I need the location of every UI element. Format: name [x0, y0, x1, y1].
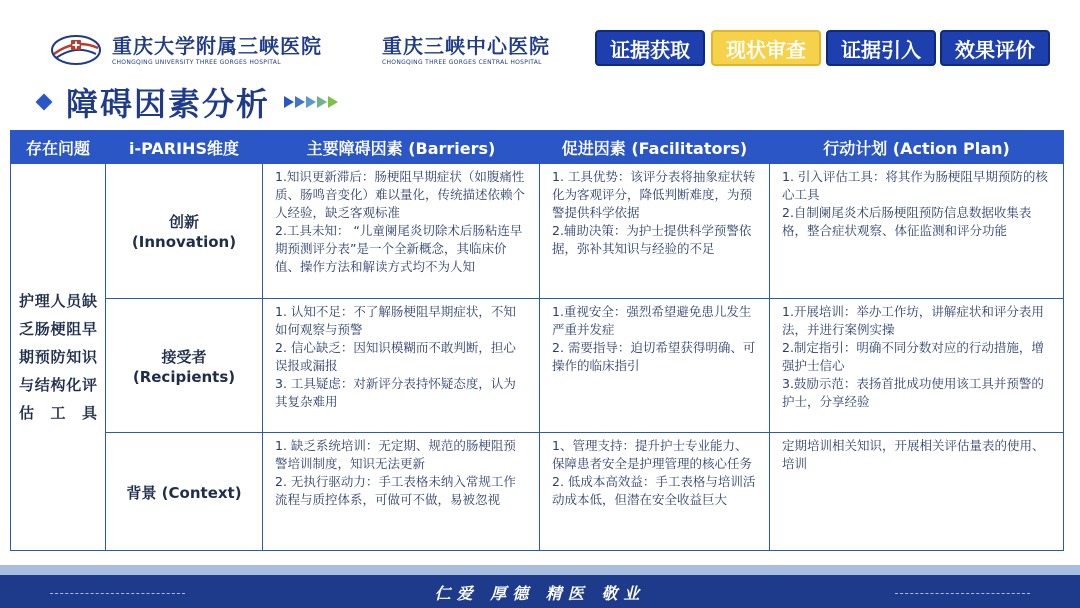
dimension-cell	[106, 299, 263, 433]
dimension-cn: 背景	[126, 483, 157, 502]
nav-tab-evidence-acquisition[interactable]: 证据获取	[595, 30, 705, 66]
hospital-name-1	[112, 34, 322, 66]
header-problem: 存在问题	[11, 131, 106, 164]
nav-tab-current-review[interactable]: 现状审查	[711, 30, 821, 66]
dimension-en: (Context)	[161, 483, 242, 502]
dimension-cn: 创新	[168, 213, 199, 231]
hospital-logo-icon	[50, 32, 102, 68]
nav-tab-evidence-introduction[interactable]: 证据引入	[826, 30, 936, 66]
facilitator-item: 2.辅助决策：为护士提供科学预警依据，弥补其知识与经验的不足	[552, 223, 752, 256]
footer-bar	[0, 565, 1080, 608]
facilitator-item: 1、管理支持：提升护士专业能力、保障患者安全是护理管理的核心任务	[552, 438, 753, 471]
barrier-item: 3. 工具疑虑：对新评分表持怀疑态度，认为其复杂难用	[275, 376, 516, 409]
facilitator-item: 1.重视安全：强烈希望避免患儿发生严重并发症	[552, 304, 752, 337]
dimension-cell	[106, 433, 263, 551]
barriers-cell	[263, 164, 540, 299]
dimension-cn: 接受者	[161, 347, 207, 366]
barrier-item: 1. 缺乏系统培训：无定期、规范的肠梗阻预警培训制度，知识无法更新	[275, 438, 516, 471]
facilitators-cell	[540, 299, 770, 433]
section-heading	[38, 80, 339, 124]
hospital-name-1-cn: 重庆大学附属三峡医院	[112, 34, 322, 58]
dimension-en: (Innovation)	[131, 233, 237, 251]
barriers-cell	[263, 433, 540, 551]
footer-motto: 仁爱 厚德 精医 敬业	[434, 584, 646, 603]
facilitators-cell	[540, 164, 770, 299]
action-item: 2.自制阑尾炎术后肠梗阻预防信息数据收集表格，整合症状观察、体征监测和评分功能	[782, 205, 1032, 238]
hospital-name-2-en: CHONGQING THREE GORGES CENTRAL HOSPITAL	[382, 59, 542, 66]
header-action-plan: 行动计划 (Action Plan)	[770, 131, 1064, 164]
actions-cell	[770, 299, 1064, 433]
barrier-analysis-table	[10, 130, 1064, 551]
header-barriers: 主要障碍因素 (Barriers)	[263, 131, 540, 164]
facilitators-cell	[540, 433, 770, 551]
problem-cell: 护理人员缺乏肠梗阻早期预防知识与结构化评估工具	[11, 164, 106, 551]
dimension-en: (Recipients)	[132, 367, 236, 386]
barrier-item: 2. 信心缺乏：因知识模糊而不敢判断，担心误报或漏报	[275, 340, 516, 373]
section-title: 障碍因素分析	[66, 85, 271, 123]
barrier-item: 1. 认知不足：不了解肠梗阻早期症状，不知如何观察与预警	[275, 304, 516, 337]
action-item: 3.鼓励示范：表扬首批成功使用该工具并预警的护士，分享经验	[782, 376, 1044, 409]
facilitator-item: 2. 需要指导：迫切希望获得明确、可操作的临床指引	[552, 340, 756, 373]
header-facilitators: 促进因素 (Facilitators)	[540, 131, 770, 164]
header-dimension: i-PARIHS维度	[106, 131, 263, 164]
barrier-item: 2. 无执行驱动力：手工表格未纳入常规工作流程与质控体系，可做可不做，易被忽视	[275, 474, 516, 507]
footer-stripe	[0, 565, 1080, 575]
table-row	[11, 164, 1064, 299]
hospital-name-2	[382, 34, 550, 66]
actions-cell	[770, 433, 1064, 551]
dimension-cell	[106, 164, 263, 299]
facilitator-item: 1. 工具优势：该评分表将抽象症状转化为客观评分，降低判断难度，为预警提供科学依据	[552, 169, 756, 220]
diamond-icon	[36, 94, 53, 111]
barrier-item: 2.工具未知： “儿童阑尾炎切除术后肠粘连早期预测评分表”是一个全新概念，其临床价值、操作方法和解读方式均不为人知	[275, 223, 523, 274]
nav-tab-effect-evaluation[interactable]: 效果评价	[940, 30, 1050, 66]
hospital-name-2-cn: 重庆三峡中心医院	[382, 34, 550, 58]
action-item: 2.制定指引：明确不同分数对应的行动措施，增强护士信心	[782, 340, 1044, 373]
barriers-cell	[263, 299, 540, 433]
action-item: 1. 引入评估工具：将其作为肠梗阻早期预防的核心工具	[782, 169, 1048, 202]
action-item: 1.开展培训：举办工作坊，讲解症状和评分表用法，并进行案例实操	[782, 304, 1044, 337]
hospital-name-1-en: CHONGQING UNIVERSITY THREE GORGES HOSPITAL	[112, 59, 281, 66]
facilitator-item: 2. 低成本高效益：手工表格与培训活动成本低，但潜在安全收益巨大	[552, 474, 756, 507]
chevron-arrows-icon	[284, 96, 339, 108]
table-header-row	[11, 131, 1064, 164]
barrier-item: 1.知识更新滞后：肠梗阻早期症状（如腹痛性质、肠鸣音变化）难以量化，传统描述依赖个人经验，缺乏客观标准	[275, 169, 526, 220]
actions-cell	[770, 164, 1064, 299]
action-item: 定期培训相关知识，开展相关评估量表的使用、培训	[782, 438, 1045, 471]
table-row	[11, 433, 1064, 551]
table-row	[11, 299, 1064, 433]
header	[0, 0, 1080, 80]
